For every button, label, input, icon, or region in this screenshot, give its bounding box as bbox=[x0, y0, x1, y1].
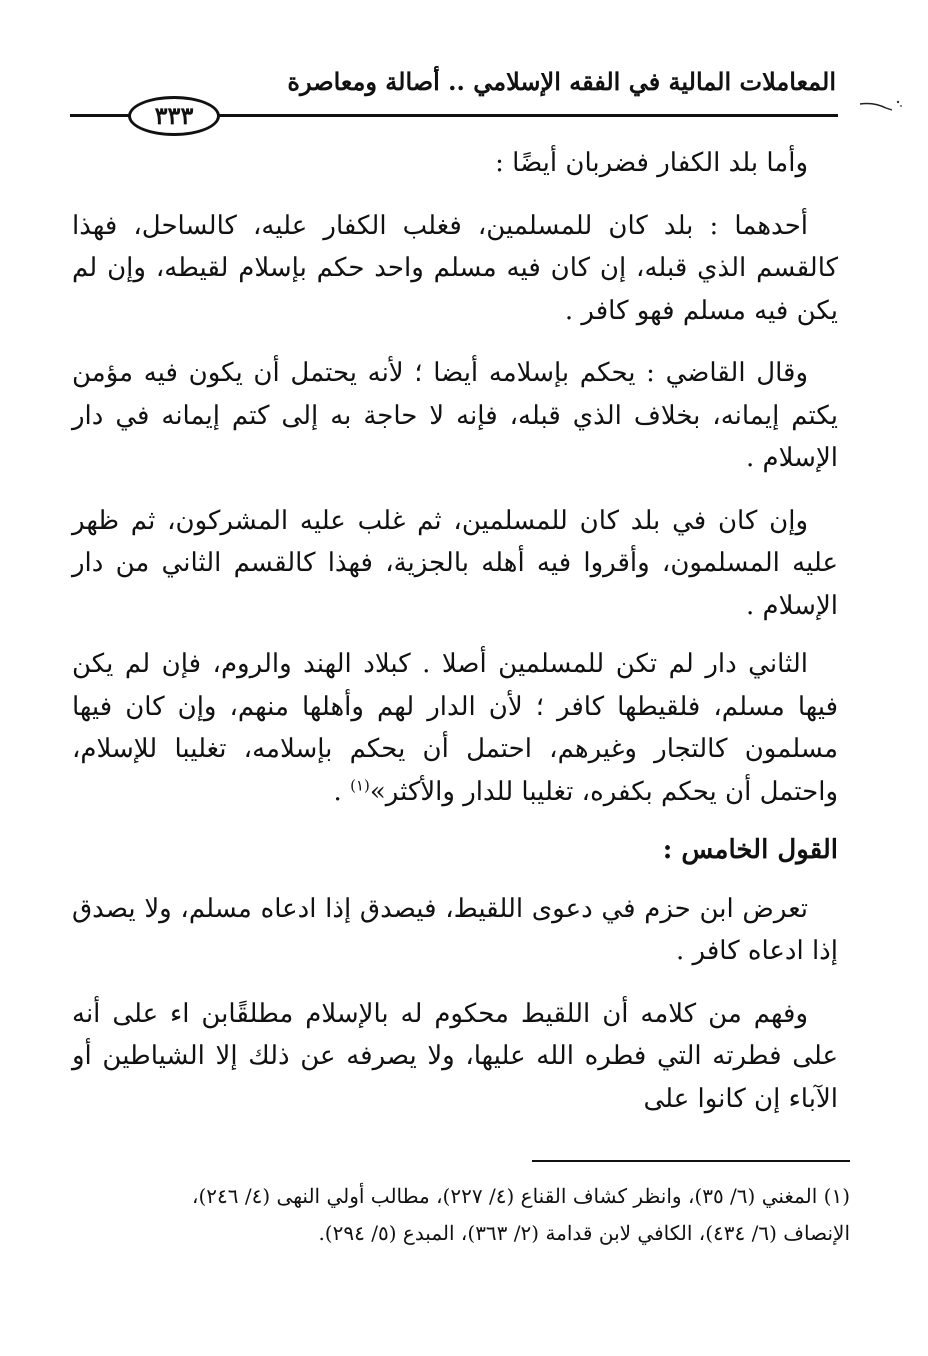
footnotes bbox=[110, 1178, 850, 1252]
paragraph-6: تعرض ابن حزم في دعوى اللقيط، فيصدق إذا ادعاه مسلم، ولا يصدق إذا ادعاه كافر . bbox=[72, 893, 838, 966]
paragraph-2: أحدهما : بلد كان للمسلمين، فغلب الكفار عليه، كالساحل، فهذا كالقسم الذي قبله، إن كان فيه مسلم واحد حكم بإسلام لقيطه، وإن لم يكن فيه مسلم فهو كافر . bbox=[72, 210, 838, 326]
paragraph-4: وإن كان في بلد كان للمسلمين، ثم غلب عليه المشركون، ثم ظهر عليه المسلمون، وأقروا فيه أهله بالجزية، فهذا كالقسم الثاني من دار الإسلام . bbox=[72, 505, 838, 621]
footnote-rule bbox=[532, 1160, 850, 1162]
scan-mark-icon bbox=[858, 98, 904, 112]
paragraph-5-end: . bbox=[333, 776, 351, 807]
footnote-line-2: الإنصاف (٦/ ٤٣٤)، الكافي لابن قدامة (٢/ ٣٦٣)، المبدع (٥/ ٢٩٤). bbox=[318, 1221, 850, 1245]
paragraph-5 bbox=[72, 643, 838, 813]
paragraph-7: وفهم من كلامه أن اللقيط محكوم له بالإسلام مطلقًابن اء على أنه على فطرته التي فطره الله عليها، ولا يصرفه عن ذلك إلا الشياطين أو الآباء إن كانوا على bbox=[72, 998, 838, 1114]
running-title: المعاملات المالية في الفقه الإسلامي .. أصالة ومعاصرة bbox=[287, 67, 836, 96]
paragraph-3: وقال القاضي : يحكم بإسلامه أيضا ؛ لأنه يحتمل أن يكون فيه مؤمن يكتم إيمانه، بخلاف الذي قبله، فإنه لا حاجة به إلى كتم إيمانه في دار الإسلام . bbox=[72, 358, 838, 473]
footnote-ref-1: (١) bbox=[350, 775, 370, 794]
footnote-line-1: (١) المغني (٦/ ٣٥)، وانظر كشاف القناع (٤/ ٢٢٧)، مطالب أولي النهى (٤/ ٢٤٦)، bbox=[192, 1184, 850, 1208]
main-text bbox=[72, 142, 838, 1140]
paragraph-5-text: الثاني دار لم تكن للمسلمين أصلا . كبلاد الهند والروم، فإن لم يكن فيها مسلم، فلقيطها كافر ؛ لأن الدار لهم وأهلها منهم، وإن كان فيها مسلمون كالتجار وغيرهم، احتمل أن يحكم بإسلامه، تغليبا للإسلام، واحتمل أن يحكم بكفره، تغليبا للدار والأكثر» bbox=[72, 649, 838, 807]
page-number: ٣٣٣ bbox=[128, 96, 220, 136]
section-heading: القول الخامس : bbox=[662, 835, 838, 865]
paragraph-1: وأما بلد الكفار فضربان أيضًا : bbox=[495, 148, 808, 178]
